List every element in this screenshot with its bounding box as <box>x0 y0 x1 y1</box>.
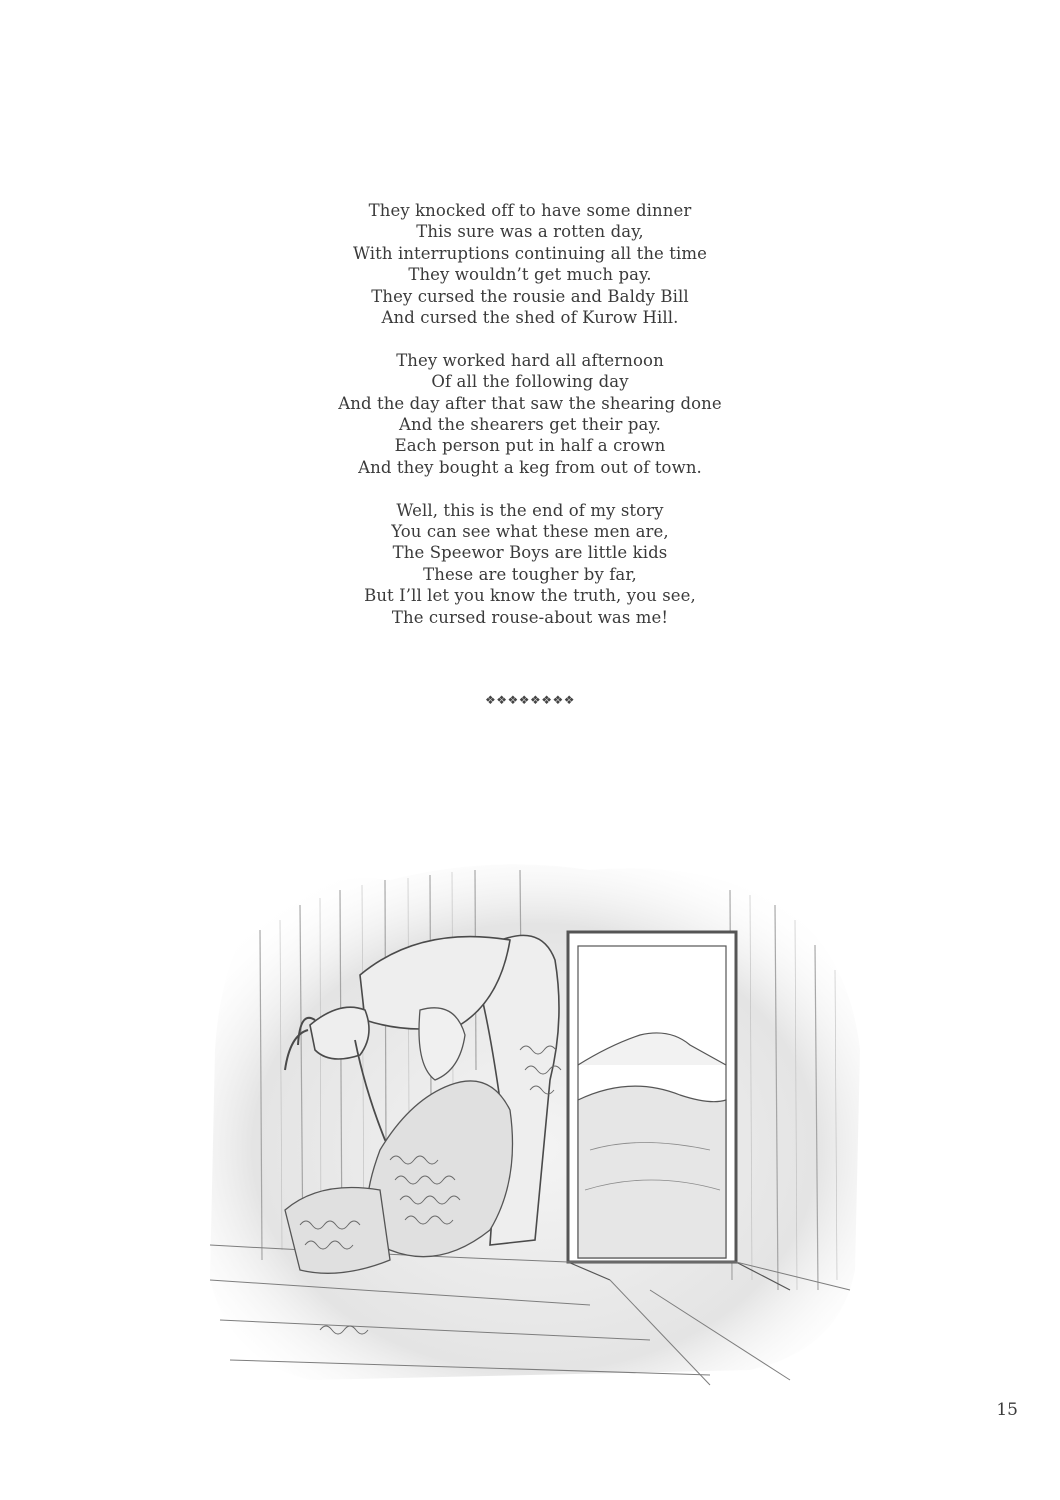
poem-line: They wouldn’t get much pay. <box>408 265 652 285</box>
page-number: 15 <box>996 1400 1018 1420</box>
poem-line: Of all the following day <box>431 372 629 392</box>
poem-line: And the day after that saw the shearing done <box>338 393 722 413</box>
poem-line: With interruptions continuing all the time <box>353 243 707 263</box>
poem-line: They worked hard all afternoon <box>396 350 664 370</box>
poem-line: The Speewor Boys are little kids <box>392 543 668 563</box>
poem-line: Well, this is the end of my story <box>396 500 664 520</box>
poem-line: But I’ll let you know the truth, you see, <box>364 586 696 606</box>
poem-line: They knocked off to have some dinner <box>368 201 692 220</box>
stanza-2 <box>0 350 1060 478</box>
poem-line: These are tougher by far, <box>423 564 637 584</box>
poem-line: You can see what these men are, <box>391 522 669 542</box>
shearing-shed-illustration <box>190 850 870 1395</box>
poem-line: The cursed rouse-about was me! <box>391 607 669 627</box>
stanza-1 <box>0 200 1060 328</box>
poem-line: And they bought a keg from out of town. <box>358 457 702 477</box>
poem <box>0 200 1060 649</box>
poem-line: And the shearers get their pay. <box>398 415 662 435</box>
poem-line: This sure was a rotten day, <box>416 222 644 242</box>
poem-line: They cursed the rousie and Baldy Bill <box>371 286 689 306</box>
stanza-3 <box>0 500 1060 628</box>
poem-line: Each person put in half a crown <box>394 436 666 456</box>
poem-line: And cursed the shed of Kurow Hill. <box>381 308 679 328</box>
ornament-divider: ❖❖❖❖❖❖❖❖ <box>484 693 576 707</box>
